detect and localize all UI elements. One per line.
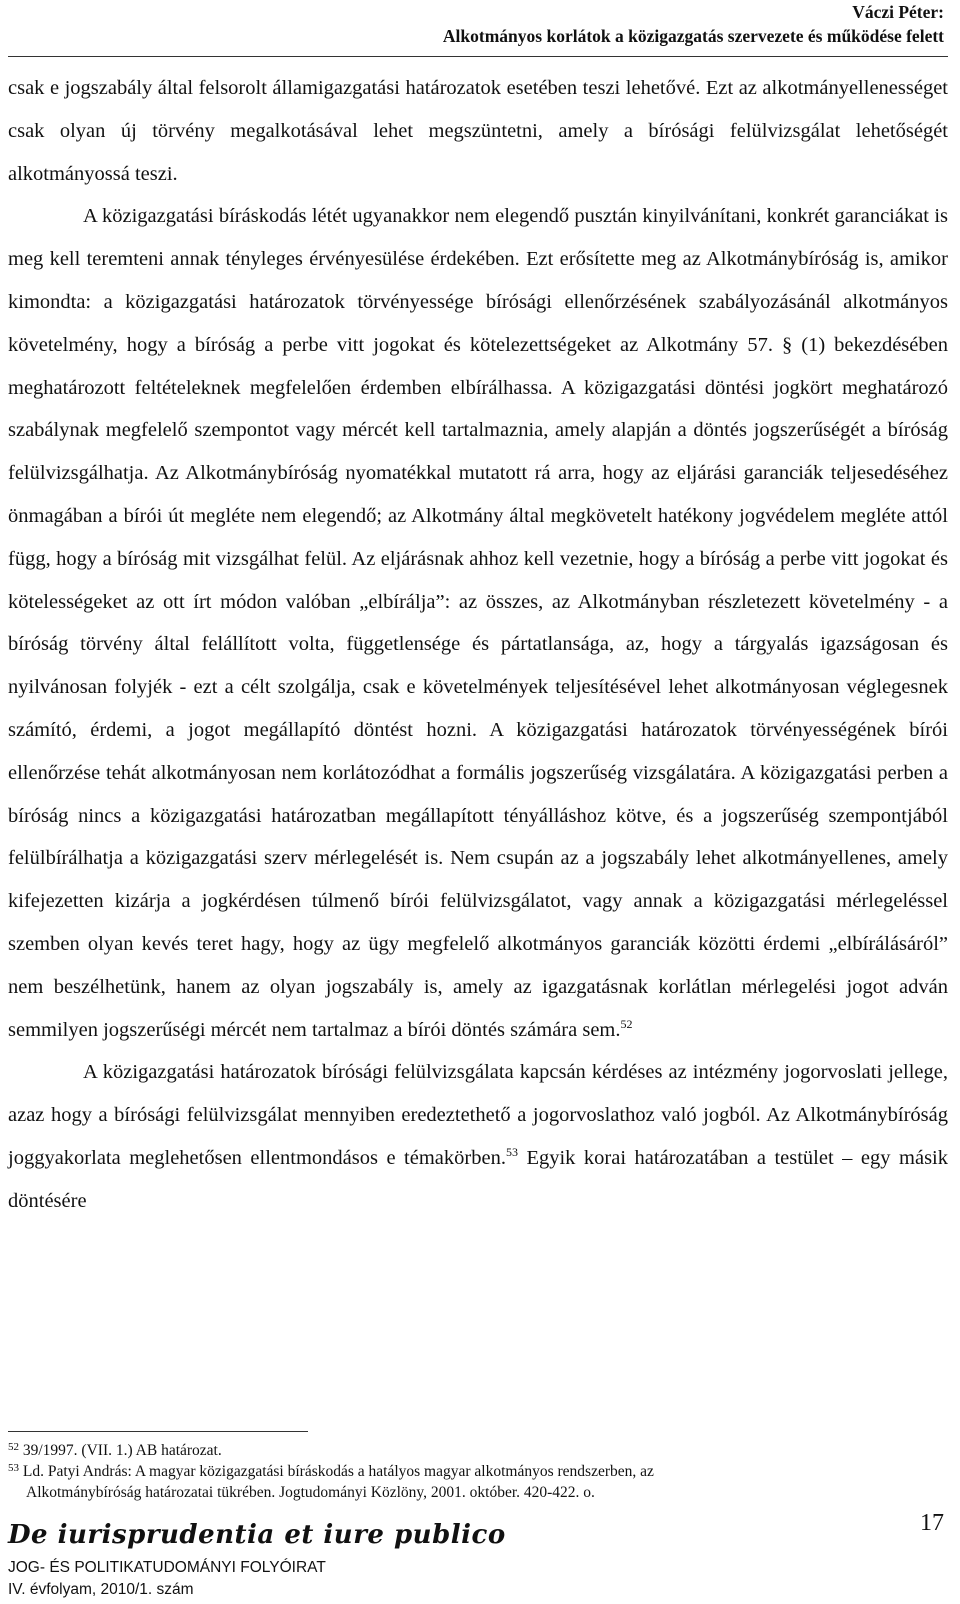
footnote-rule [8,1431,308,1432]
footnote-52 [8,1440,948,1461]
body-text [8,67,948,1223]
footnote-text: Ld. Patyi András: A magyar közigazgatási bíráskodás a hatályos magyar alkotmányos rendszerben, az [22,1463,654,1480]
paragraph-3 [8,1051,948,1222]
paragraph-text-tail: Egyik korai határozatában a testület – egy másik döntésére [8,1146,948,1212]
running-header [4,0,944,48]
journal-info [8,1557,326,1601]
journal-volume: IV. évfolyam, 2010/1. szám [8,1581,194,1598]
header-title: Alkotmányos korlátok a közigazgatás szervezete és működése felett [442,26,944,46]
paragraph-2 [8,195,948,1051]
header-author: Váczi Péter: [852,2,944,22]
paragraph-text: csak e jogszabály által felsorolt államigazgatási határozatok esetében teszi lehetővé. Ezt az alkotmányellenességet csak olyan új törvény megalkotásával lehet megszüntetni, amely a bírósági felülvizsgálat lehetőségét alkotmányossá teszi. [8,77,948,185]
paragraph-1 [8,67,948,195]
footnote-ref-53[interactable]: 53 [505,1144,518,1159]
journal-logo: De iurisprudentia et iure publico [8,1520,506,1550]
footnote-53 [8,1461,948,1503]
footnote-ref-52[interactable]: 52 [620,1016,633,1031]
journal-name: JOG- ÉS POLITIKATUDOMÁNYI FOLYÓIRAT [8,1559,326,1576]
footnote-number: 53 [8,1462,19,1474]
footnote-text: 39/1997. (VII. 1.) AB határozat. [22,1442,222,1459]
footnote-number: 52 [8,1441,19,1453]
paragraph-text: A közigazgatási bíráskodás létét ugyanakkor nem elegendő pusztán kinyilvánítani, konkrét garanciákat is meg kell teremteni annak tényleges érvényesülése érdekében. Ezt erősítette meg az Alkotmánybíróság is, amikor kimondta: a közigazgatási határozatok törvényessége bírósági ellenőrzésének szabályozásánál alkotmányos követelmény, hogy a bíróság a perbe vitt jogokat és kötelezettségeket az Alkotmány 57. § (1) bekezdésében meghatározott feltételeknek megfelelően érdemben elbírálhassa. A közigazgatási döntési jogkört meghatározó szabálynak megfelelő szempontot vagy mércét kell tartalmaznia, amely alapján a döntés jogszerűségét a bíróság felülvizsgálhatja. Az Alkotmánybíróság nyomatékkal mutatott rá arra, hogy az eljárási garanciák teljesedéséhez önmagában a bírói út megléte nem elegendő; az Alkotmány által megkövetelt hatékony jogvédelem megléte attól függ, hogy a bíróság mit vizsgálhat felül. Az eljárásnak ahhoz kell vezetnie, hogy a bíróság a perbe vitt jogokat és kötelességeket az ott írt módon valóban „elbírálja”: az összes, az Alkotmányban részletezett követelmény - a bíróság törvény által felállított volta, függetlensége és pártatlansága, az, hogy a tárgyalás igazságosan és nyilvánosan folyjék - ezt a célt szolgálja, csak e követelmények teljesítésével lehet alkotmányosan véglegesnek számító, érdemi, a jogot megállapító döntést hozni. A közigazgatási határozatok törvényességének bírói ellenőrzése tehát alkotmányosan nem korlátozódhat a formális jogszerűség vizsgálatára. A közigazgatási perben a bíróság nincs a közigazgatási határozatban megállapított tényálláshoz kötve, és a jogszerűség szempontjából felülbírálhatja a közigazgatási szerv mérlegelését is. Nem csupán az a jogszabály lehet alkotmányellenes, amely kifejezetten kizárja a jogkérdésen túlmenő bírói felülvizsgálatot, vagy annak a közigazgatási mérlegeléssel szemben olyan kevés teret hagy, hogy az ügy megfelelő alkotmányos garanciák közötti érdemi „elbírálásáról” nem beszélhetünk, hanem az olyan jogszabály is, amely az igazgatásnak korlátlan mérlegelési jogot adván semmilyen jogszerűségi mércét nem tartalmaz a bírói döntés számára sem. [8,205,948,1041]
footnote-text-continued: Alkotmánybíróság határozatai tükrében. Jogtudományi Közlöny, 2001. október. 420-422. o. [26,1484,595,1501]
page-number: 17 [920,1510,944,1536]
footnotes [8,1440,948,1503]
header-rule [8,56,948,57]
paragraph-text: A közigazgatási határozatok bírósági felülvizsgálata kapcsán kérdéses az intézmény jogorvoslati jellege, azaz hogy a bírósági felülvizsgálat mennyiben eredeztethető a jogorvoslathoz való jogból. Az Alkotmánybíróság joggyakorlata meglehetősen ellentmondásos e témakörben. [8,1061,948,1169]
